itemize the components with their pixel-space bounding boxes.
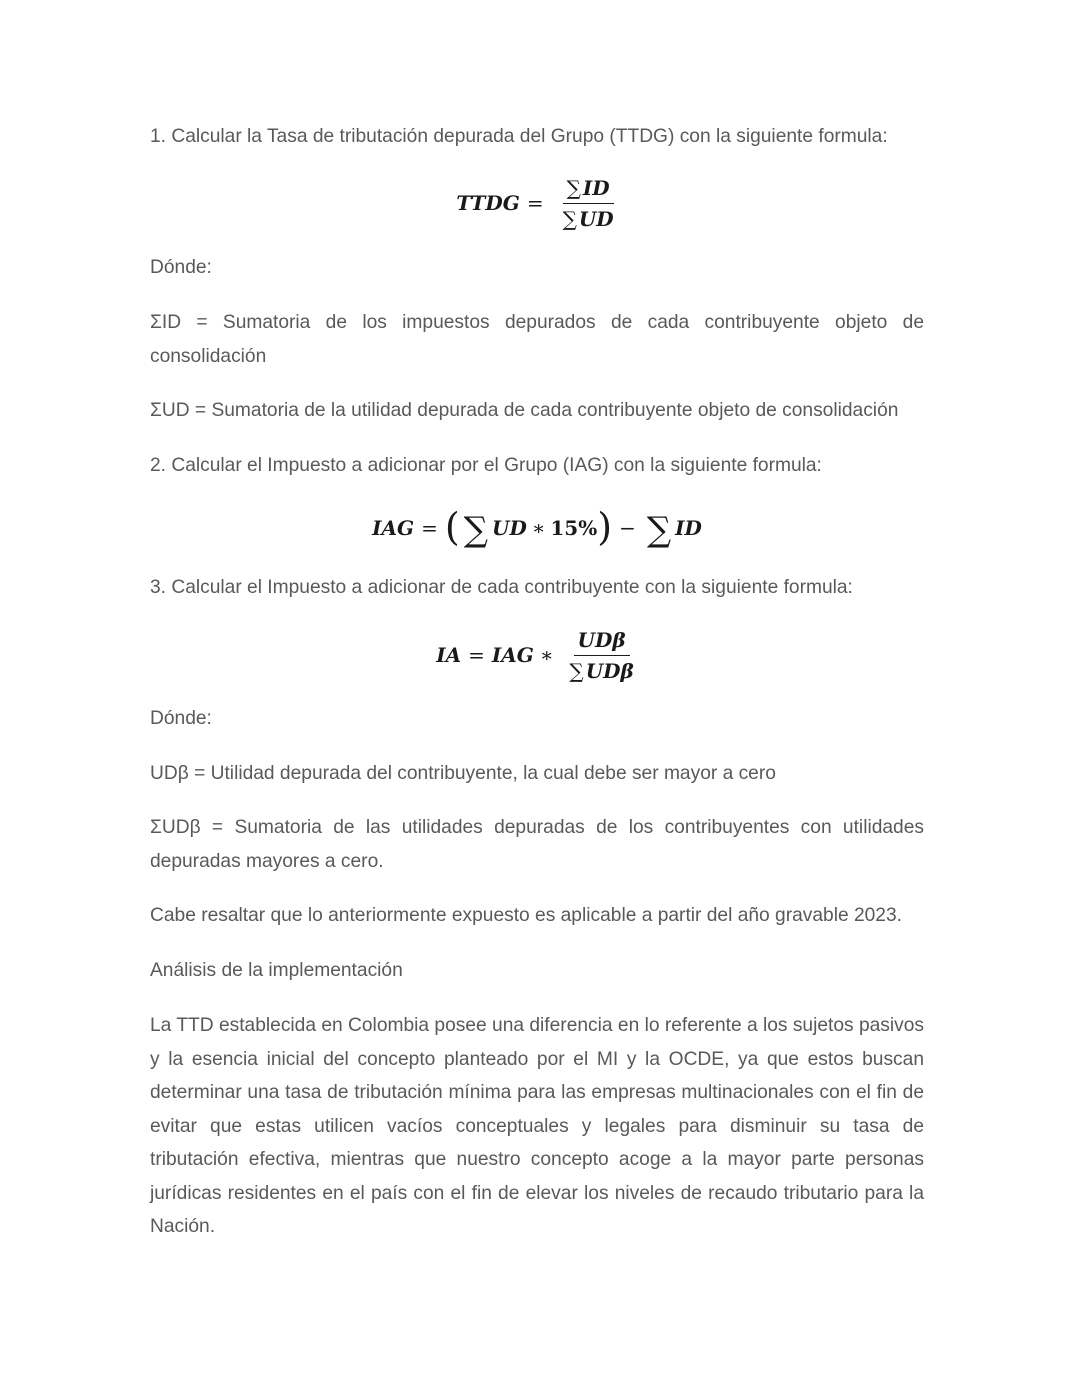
sum-symbol: ∑ [646,510,672,550]
ttdg-denominator-term: UD [578,206,614,231]
sum-symbol: ∑ [566,175,581,200]
iag-times: ∗ [531,516,546,540]
ttdg-equals: = [526,191,544,215]
ia-denominator-term: UDβ [585,658,634,683]
ia-equals: = [468,643,485,667]
ttdg-numerator [563,175,614,204]
iag-formula [150,506,924,550]
analysis-heading: Análisis de la implementación [150,960,403,981]
iag-lhs: IAG [372,516,415,540]
sum-symbol: ∑ [569,658,584,683]
ia-formula [150,623,924,687]
note-2023: Cabe resaltar que lo anteriormente expuesto es aplicable a partir del año gravable 2023. [150,905,902,926]
udb-definition: UDβ = Utilidad depurada del contribuyente, la cual debe ser mayor a cero [150,763,776,784]
sum-ud-definition: ΣUD = Sumatoria de la utilidad depurada de cada contribuyente objeto de consolidación [150,400,899,421]
iag-minus: − [619,516,636,540]
analysis-body: La TTD establecida en Colombia posee una diferencia en lo referente a los sujetos pasivos y la esencia inicial del concepto planteado por el MI y la OCDE, ya que estos buscan determinar una tasa de tributación mínima para las empresas multinacionales con el fin de evitar que estas utilicen vacíos conceptuales y legales para disminuir su tasa de tributación efectiva, mientras que nuestro concepto acoge a la mayor parte personas jurídicas residentes en el país con el fin de elevar los niveles de recaudo tributario para la Nación. [150,1015,925,1237]
ia-numerator: UDβ [574,627,630,656]
ia-iag-term: IAG [491,643,534,667]
ttdg-denominator [559,204,618,232]
iag-close-paren: ) [597,505,613,549]
iag-equals: = [421,516,438,540]
step-2-text: 2. Calcular el Impuesto a adicionar por el Grupo (IAG) con la siguiente formula: [150,455,822,476]
sum-id-definition: ΣID = Sumatoria de los impuestos depurados de cada contribuyente objeto de consolidación [150,312,924,367]
ttdg-fraction [559,175,618,232]
ia-lhs: IA [436,643,462,667]
ttdg-numerator-term: ID [582,175,610,200]
ia-times: ∗ [539,643,554,667]
sum-symbol: ∑ [562,206,577,231]
sum-udb-definition: ΣUDβ = Sumatoria de las utilidades depuradas de los contribuyentes con utilidades depuradas mayores a cero. [150,817,924,872]
step-3-text: 3. Calcular el Impuesto a adicionar de cada contribuyente con la siguiente formula: [150,577,853,598]
ttdg-lhs: TTDG [456,191,520,215]
donde-label-2: Dónde: [150,708,212,729]
iag-percentage: 15% [550,516,598,540]
iag-ud-term: UD [492,516,527,540]
ttdg-formula [150,172,924,234]
ia-denominator [565,656,637,684]
step-1-text: 1. Calcular la Tasa de tributación depurada del Grupo (TTDG) con la siguiente formula: [150,126,888,147]
ia-fraction [565,627,637,684]
iag-open-paren: ( [444,505,460,549]
iag-id-term: ID [675,516,702,540]
donde-label-1: Dónde: [150,257,212,278]
sum-symbol: ∑ [463,510,488,550]
